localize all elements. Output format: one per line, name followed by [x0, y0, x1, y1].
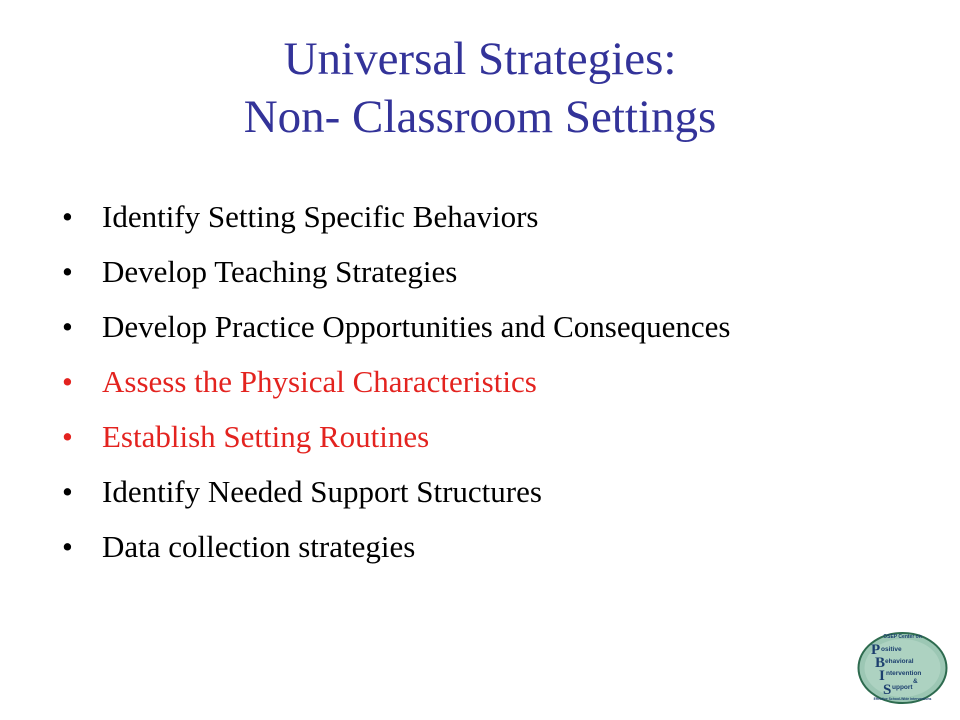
- bullet-item: [62, 528, 762, 566]
- bullet-item: [62, 418, 762, 456]
- title-line-2: Non- Classroom Settings: [243, 91, 717, 143]
- pbis-logo: [855, 630, 950, 705]
- bullet-item: [62, 363, 762, 401]
- logo-word-positive: ositive: [881, 646, 902, 653]
- bullet-dot-icon: •: [62, 419, 73, 454]
- bullet-text: Identify Setting Specific Behaviors: [102, 199, 539, 234]
- bullet-dot-icon: •: [62, 309, 73, 344]
- logo-ampersand: &: [913, 678, 918, 685]
- logo-word-behavioral: ehavioral: [885, 658, 914, 665]
- bullet-dot-icon: •: [62, 474, 73, 509]
- logo-word-intervention: ntervention: [886, 670, 922, 677]
- bullet-text: Develop Teaching Strategies: [102, 254, 458, 289]
- logo-footer-text: Effective School-Wide Interventions: [873, 697, 932, 701]
- bullet-text: Identify Needed Support Structures: [102, 474, 542, 509]
- bullet-text: Assess the Physical Characteristics: [102, 364, 537, 399]
- bullet-dot-icon: •: [62, 254, 73, 289]
- logo-letter-b: B: [875, 655, 886, 671]
- bullet-text: Data collection strategies: [102, 529, 416, 564]
- bullet-text: Develop Practice Opportunities and Consequences: [102, 309, 731, 344]
- logo-word-support: upport: [892, 684, 913, 691]
- bullet-item: [62, 198, 762, 236]
- bullet-dot-icon: •: [62, 529, 73, 564]
- bullet-text: Establish Setting Routines: [102, 419, 430, 454]
- title-line-1: Universal Strategies:: [283, 33, 677, 85]
- slide-title: [0, 30, 960, 146]
- bullet-item: [62, 473, 762, 511]
- bullet-dot-icon: •: [62, 364, 73, 399]
- logo-header-text: OSEP Center on: [883, 634, 922, 640]
- bullet-list: [62, 198, 762, 583]
- logo-letter-p: P: [871, 642, 881, 658]
- bullet-item: [62, 253, 762, 291]
- bullet-dot-icon: •: [62, 199, 73, 234]
- bullet-item: [62, 308, 762, 346]
- logo-letter-i: I: [879, 668, 885, 684]
- logo-letter-s: S: [883, 682, 892, 698]
